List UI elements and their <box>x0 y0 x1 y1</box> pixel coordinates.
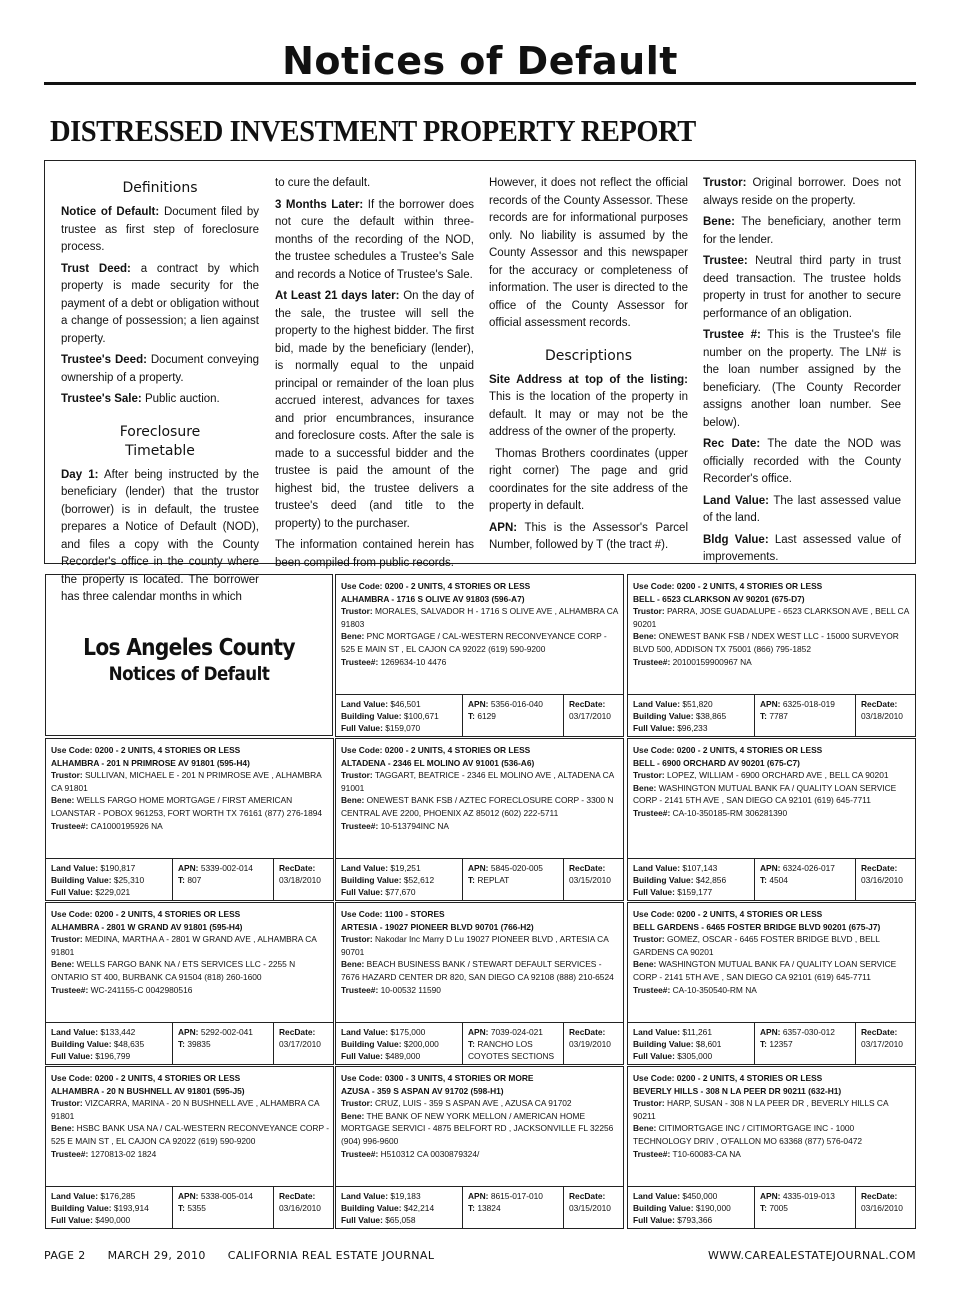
listing-card <box>627 1066 916 1229</box>
definition-notice-of-default: Notice of Default: Document filed by trustee as first step of foreclosure process. <box>61 206 260 253</box>
info-disclaimer-continued: However, it does not reflect the official records of the County Assessor. These records are for informational purposes only. No liability is assumed by the County Assessor and this newspaper for the accuracy or completeness of information. The user is directed to the office of the County Assessor for official assessment records. <box>489 177 688 329</box>
listing-use-code: Use Code: 0200 - 2 UNITS, 4 STORIES OR LESS <box>633 1073 823 1083</box>
listing-land-value: Land Value: $46,501 <box>341 699 421 709</box>
listing-full-value: Full Value: $490,000 <box>51 1215 131 1226</box>
listing-address: BELL GARDENS - 6465 FOSTER BRIDGE BLVD 90201 (675-J7) <box>633 921 881 932</box>
listing-bene: Bene: CITIMORTGAGE INC / CITIMORTGAGE INC - 1000 TECHNOLOGY DRIV , O'FALLON MO 63368 (877) 576-0472 <box>633 1123 863 1146</box>
listing-apn: APN: 5338-005-014 <box>178 1191 253 1201</box>
listing-recdate-label: RecDate: <box>279 863 316 873</box>
listing-use-code: Use Code: 0200 - 2 UNITS, 4 STORIES OR LESS <box>51 909 241 919</box>
website-link[interactable]: WWW.CAREALESTATEJOURNAL.COM <box>707 1249 916 1262</box>
listing-full-value: Full Value: $793,366 <box>633 1215 713 1226</box>
listing-building-value: Building Value: $48,635 <box>51 1039 145 1050</box>
listings-grid <box>44 572 916 1228</box>
listing-land-value: Land Value: $107,143 <box>633 863 718 873</box>
listing-use-code: Use Code: 0200 - 2 UNITS, 4 STORIES OR LESS <box>633 745 823 755</box>
listing-values <box>336 858 623 900</box>
listing-apn: APN: 4335-019-013 <box>760 1191 835 1201</box>
page-number: PAGE 2 <box>44 1249 86 1262</box>
listing-recdate-label: RecDate: <box>861 1027 898 1037</box>
page-title: Notices of Default <box>282 39 678 83</box>
listing-apn: APN: 5292-002-041 <box>178 1027 253 1037</box>
listing-building-value: Building Value: $190,000 <box>633 1203 731 1214</box>
masthead <box>44 38 916 85</box>
listing-recdate: 03/16/2010 <box>861 1203 903 1214</box>
listing-trustee: Trustee#: 10-00532 11590 <box>341 984 441 995</box>
listing-tract: T: 807 <box>178 875 202 886</box>
listing-land-value: Land Value: $176,285 <box>51 1191 136 1201</box>
definition-trust-deed: Trust Deed: a contract by which property is made security for the payment of a debt or obligation without a change of possession; a lien against property. <box>61 262 260 345</box>
listing-full-value: Full Value: $159,177 <box>633 887 713 898</box>
listing-address: AZUSA - 359 S ASPAN AV 91702 (598-H1) <box>341 1085 504 1096</box>
listing-address: ALHAMBRA - 201 N PRIMROSE AV 91801 (595-H4) <box>51 757 250 768</box>
listing-building-value: Building Value: $8,601 <box>633 1039 722 1050</box>
listing-values <box>628 1186 915 1228</box>
listing-tract: T: 39835 <box>178 1039 211 1050</box>
description-bldg-value: Bldg Value: Last assessed value of improvements. <box>703 533 901 563</box>
listing-values <box>46 1022 333 1064</box>
listing-tract: T: RANCHO LOS COYOTES SECTIONS <box>468 1039 555 1062</box>
listing-bene: Bene: PNC MORTGAGE / CAL-WESTERN RECONVEYANCE CORP - 525 E MAIN ST , EL CAJON CA 92022 (619) 590-9200 <box>341 631 607 654</box>
listing-trustor: Trustor: TAGGART, BEATRICE - 2346 EL MOLINO AVE , ALTADENA CA 91001 <box>341 770 614 793</box>
listing-address: BELL - 6523 CLARKSON AV 90201 (675-D7) <box>633 593 805 604</box>
listing-card <box>335 902 624 1065</box>
listing-recdate-label: RecDate: <box>569 863 606 873</box>
listing-trustor: Trustor: MEDINA, MARTHA A - 2801 W GRAND AVE , ALHAMBRA CA 91801 <box>51 934 317 957</box>
listing-recdate-label: RecDate: <box>861 699 898 709</box>
listing-address: ARTESIA - 19027 PIONEER BLVD 90701 (766-H2) <box>341 921 534 932</box>
definitions-column-4 <box>703 175 901 571</box>
listing-trustee: Trustee#: H510312 CA 0030879324/ <box>341 1148 480 1159</box>
county-subtitle: Notices of Default <box>108 663 270 685</box>
definitions-heading: Definitions <box>122 180 198 196</box>
listing-values <box>46 1186 333 1228</box>
description-rec-date: Rec Date: The date the NOD was officially recorded with the County Recorder's office. <box>703 438 901 485</box>
listing-values <box>336 1022 623 1064</box>
listing-building-value: Building Value: $52,612 <box>341 875 435 886</box>
page-footer <box>44 1249 916 1262</box>
listing-use-code: Use Code: 0200 - 2 UNITS, 4 STORIES OR LESS <box>633 581 823 591</box>
listing-use-code: Use Code: 1100 - STORES <box>341 909 445 919</box>
listing-full-value: Full Value: $77,670 <box>341 887 416 898</box>
listing-apn: APN: 6357-030-012 <box>760 1027 835 1037</box>
listing-tract: T: 6129 <box>468 711 496 722</box>
description-bene: Bene: The beneficiary, another term for the lender. <box>703 216 901 246</box>
listing-land-value: Land Value: $19,251 <box>341 863 421 873</box>
listing-tract: T: 7005 <box>760 1203 788 1214</box>
listing-address: ALHAMBRA - 2801 W GRAND AV 91801 (595-H4) <box>51 921 243 932</box>
listing-trustor: Trustor: VIZCARRA, MARINA - 20 N BUSHNELL AVE , ALHAMBRA CA 91801 <box>51 1098 320 1121</box>
listing-recdate: 03/18/2010 <box>861 711 903 722</box>
listing-land-value: Land Value: $190,817 <box>51 863 136 873</box>
listing-trustor: Trustor: SULLIVAN, MICHAEL E - 201 N PRIMROSE AVE , ALHAMBRA CA 91801 <box>51 770 322 793</box>
listing-full-value: Full Value: $65,058 <box>341 1215 416 1226</box>
listing-apn: APN: 5356-016-040 <box>468 699 543 709</box>
listing-address: ALHAMBRA - 20 N BUSHNELL AV 91801 (595-J5) <box>51 1085 245 1096</box>
publication-name: CALIFORNIA REAL ESTATE JOURNAL <box>227 1249 435 1262</box>
listing-bene: Bene: BEACH BUSINESS BANK / STEWART DEFAULT SERVICES - 7676 HAZARD CENTER DR 820, SAN DIEGO CA 92108 (888) 210-6524 <box>341 959 614 982</box>
listing-trustor: Trustor: CRUZ, LUIS - 359 S ASPAN AVE , AZUSA CA 91702 <box>341 1098 572 1109</box>
listing-card <box>627 738 916 901</box>
listing-recdate-label: RecDate: <box>861 1191 898 1201</box>
listing-building-value: Building Value: $100,671 <box>341 711 439 722</box>
listing-recdate: 03/15/2010 <box>569 875 611 886</box>
listing-values <box>336 694 623 736</box>
listing-bene: Bene: THE BANK OF NEW YORK MELLON / AMERICAN HOME MORTGAGE SERVICI - 4875 BELFORT RD , JACKSONVILLE FL 32256 (904) 996-9600 <box>341 1110 614 1146</box>
listing-trustee: Trustee#: 10-513794INC NA <box>341 820 450 831</box>
listing-card <box>335 574 624 737</box>
description-trustee-number: Trustee #: This is the Trustee's file number on the property. The LN# is the loan number assigned by the beneficiary. (The County Recorder assigns another loan number. See below). <box>703 329 901 429</box>
listing-values <box>46 858 333 900</box>
listing-recdate: 03/17/2010 <box>861 1039 903 1050</box>
listing-building-value: Building Value: $193,914 <box>51 1203 149 1214</box>
listing-card <box>335 1066 624 1229</box>
descriptions-heading: Descriptions <box>544 347 633 364</box>
listing-full-value: Full Value: $229,021 <box>51 887 131 898</box>
listing-trustee: Trustee#: 1270813-02 1824 <box>51 1148 157 1159</box>
listing-recdate: 03/17/2010 <box>279 1039 321 1050</box>
listing-building-value: Building Value: $25,310 <box>51 875 145 886</box>
listing-recdate-label: RecDate: <box>569 1191 606 1201</box>
issue-date: MARCH 29, 2010 <box>107 1249 206 1262</box>
listing-land-value: Land Value: $133,442 <box>51 1027 136 1037</box>
listing-use-code: Use Code: 0200 - 2 UNITS, 4 STORIES OR LESS <box>341 581 531 591</box>
listing-apn: APN: 5339-002-014 <box>178 863 253 873</box>
county-name: Los Angeles County <box>83 635 295 661</box>
listing-building-value: Building Value: $42,214 <box>341 1203 435 1214</box>
listing-values <box>628 694 915 736</box>
listing-tract: T: 13824 <box>468 1203 501 1214</box>
listing-land-value: Land Value: $11,261 <box>633 1027 712 1037</box>
listing-values <box>336 1186 623 1228</box>
listing-apn: APN: 5845-020-005 <box>468 863 543 873</box>
timetable-3-months: 3 Months Later: If the borrower does not cure the default within three-months of the recording of the NOD, the trustee schedules a Trustee's Sale and records a Notice of Trustee's Sale. <box>275 198 474 281</box>
timetable-day-1-continued: to cure the default. <box>275 177 371 189</box>
listing-tract: T: REPLAT <box>468 875 510 886</box>
listing-bene: Bene: ONEWEST BANK FSB / AZTEC FORECLOSURE CORP - 3300 N CENTRAL AVE 2200, PHOENIX AZ 85012 (602) 222-5711 <box>341 795 614 818</box>
description-apn: APN: This is the Assessor's Parcel Number, followed by T (the tract #). <box>489 521 688 551</box>
listing-tract: T: 12357 <box>760 1039 793 1050</box>
listing-card <box>45 1066 334 1229</box>
listing-trustee: Trustee#: WC-241155-C 0042980516 <box>51 984 193 995</box>
listing-values <box>628 858 915 900</box>
listing-trustee: Trustee#: CA-10-350540-RM NA <box>633 984 757 995</box>
listing-trustor: Trustor: GOMEZ, OSCAR - 6465 FOSTER BRIDGE BLVD , BELL GARDENS CA 90201 <box>633 934 880 957</box>
listing-values <box>628 1022 915 1064</box>
listing-bene: Bene: WASHINGTON MUTUAL BANK FA / QUALITY LOAN SERVICE CORP - 2141 5TH AVE , SAN DIEGO CA 92101 (619) 645-7711 <box>633 959 897 982</box>
listing-building-value: Building Value: $42,856 <box>633 875 727 886</box>
listing-land-value: Land Value: $51,820 <box>633 699 713 709</box>
listing-recdate: 03/15/2010 <box>569 1203 611 1214</box>
description-site-address: Site Address at top of the listing: This is the location of the property in default. It may or may not be the address of the owner of the property. <box>489 373 688 438</box>
listing-recdate-label: RecDate: <box>279 1027 316 1037</box>
listing-trustee: Trustee#: CA1000195926 NA <box>51 820 163 831</box>
timetable-day-1: Day 1: After being instructed by the beneficiary (lender) that the trustor (borrower) is in default, the trustee prepares a Notice of Default (NOD), and files a copy with the County Recorder's office in the county where the property is located. The borrower has three calendar months in which <box>61 468 259 603</box>
listing-recdate: 03/16/2010 <box>279 1203 321 1214</box>
listing-trustor: Trustor: HARP, SUSAN - 308 N LA PEER DR , BEVERLY HILLS CA 90211 <box>633 1098 889 1121</box>
definition-trustees-sale: Trustee's Sale: Public auction. <box>61 393 220 405</box>
listing-apn: APN: 6325-018-019 <box>760 699 835 709</box>
listing-card <box>627 902 916 1065</box>
listing-bene: Bene: WELLS FARGO HOME MORTGAGE / FIRST AMERICAN LOANSTAR - POBOX 961253, FORT WORTH TX 76161 (877) 276-1894 <box>51 795 323 818</box>
listing-recdate: 03/17/2010 <box>569 711 611 722</box>
listing-building-value: Building Value: $200,000 <box>341 1039 439 1050</box>
listing-land-value: Land Value: $175,000 <box>341 1027 426 1037</box>
listing-full-value: Full Value: $196,799 <box>51 1051 131 1062</box>
listing-bene: Bene: WASHINGTON MUTUAL BANK FA / QUALITY LOAN SERVICE CORP - 2141 5TH AVE , SAN DIEGO CA 92101 (619) 645-7711 <box>633 782 897 806</box>
listing-full-value: Full Value: $96,233 <box>633 723 708 734</box>
listing-trustee: Trustee#: T10-60083-CA NA <box>633 1148 741 1159</box>
listing-use-code: Use Code: 0200 - 2 UNITS, 4 STORIES OR LESS <box>633 909 823 919</box>
listing-card <box>335 738 624 901</box>
listing-bene: Bene: ONEWEST BANK FSB / NDEX WEST LLC - 15000 SURVEYOR BLVD 500, ADDISON TX 75001 (866) 795-1852 <box>633 631 899 654</box>
listing-recdate: 03/18/2010 <box>279 875 321 886</box>
listing-trustor: Trustor: PARRA, JOSE GUADALUPE - 6523 CLARKSON AVE , BELL CA 90201 <box>633 606 909 629</box>
listing-trustor: Trustor: Nakodar Inc Marry D Lu 19027 PIONEER BLVD , ARTESIA CA 90701 <box>341 934 609 957</box>
listing-card <box>45 902 334 1065</box>
listing-tract: T: 7787 <box>760 711 788 722</box>
listing-full-value: Full Value: $305,000 <box>633 1051 713 1062</box>
listing-card <box>45 738 334 901</box>
listing-trustor: Trustor: LOPEZ, WILLIAM - 6900 ORCHARD AVE , BELL CA 90201 <box>633 770 889 781</box>
listing-recdate-label: RecDate: <box>279 1191 316 1201</box>
listing-land-value: Land Value: $19,183 <box>341 1191 421 1201</box>
listing-land-value: Land Value: $450,000 <box>633 1191 718 1201</box>
description-trustor: Trustor: Original borrower. Does not always reside on the property. <box>703 177 902 207</box>
definitions-column-2 <box>275 175 474 576</box>
listing-use-code: Use Code: 0200 - 2 UNITS, 4 STORIES OR LESS <box>51 1073 241 1083</box>
listing-apn: APN: 6324-026-017 <box>760 863 835 873</box>
listing-address: BELL - 6900 ORCHARD AV 90201 (675-C7) <box>633 757 800 768</box>
timetable-21-days: At Least 21 days later: On the day of the sale, the trustee will sell the property to the highest bidder. The first bid, made by the beneficiary (lender), is normally equal to the unpaid principal or remainder of the loan plus accrued interest, advances for taxes and prior encumbrances, insurance and foreclosure costs. After the sale is made to a successful bidder and the trustee is paid the amount of the highest bid, the trustee delivers a trustee's deed (and title to the property) to the purchaser. <box>275 290 474 530</box>
listing-apn: APN: 7039-024-021 <box>468 1027 543 1037</box>
listing-recdate-label: RecDate: <box>569 699 606 709</box>
listing-recdate-label: RecDate: <box>861 863 898 873</box>
listing-use-code: Use Code: 0300 - 3 UNITS, 4 STORIES OR MORE <box>341 1073 534 1083</box>
listing-address: BEVERLY HILLS - 308 N LA PEER DR 90211 (632-H1) <box>633 1085 842 1096</box>
listing-recdate: 03/16/2010 <box>861 875 903 886</box>
listing-trustee: Trustee#: 20100159900967 NA <box>633 656 752 667</box>
listing-use-code: Use Code: 0200 - 2 UNITS, 4 STORIES OR LESS <box>51 745 241 755</box>
description-trustee: Trustee: Neutral third party in trust deed transaction. The trustee holds property in trust for another to secure performance of an obligation. <box>703 255 901 320</box>
report-title: DISTRESSED INVESTMENT PROPERTY REPORT <box>50 113 696 148</box>
listing-tract: T: 5355 <box>178 1203 206 1214</box>
listing-building-value: Building Value: $38,865 <box>633 711 727 722</box>
listing-recdate-label: RecDate: <box>569 1027 606 1037</box>
listing-recdate: 03/19/2010 <box>569 1039 611 1050</box>
listing-apn: APN: 8615-017-010 <box>468 1191 543 1201</box>
listing-full-value: Full Value: $159,070 <box>341 723 421 734</box>
listing-card <box>627 574 916 737</box>
listing-trustor: Trustor: MORALES, SALVADOR H - 1716 S OLIVE AVE , ALHAMBRA CA 91803 <box>341 606 618 629</box>
timetable-heading: Foreclosure Timetable <box>119 423 201 459</box>
listing-trustee: Trustee#: CA-10-350185-RM 306281390 <box>633 807 788 818</box>
listing-address: ALTADENA - 2346 EL MOLINO AV 91001 (536-A6) <box>341 757 535 768</box>
county-header <box>45 574 333 736</box>
listing-tract: T: 4504 <box>760 875 788 886</box>
listing-bene: Bene: HSBC BANK USA NA / CAL-WESTERN RECONVEYANCE CORP - 525 E MAIN ST , EL CAJON CA 92022 (619) 590-9200 <box>51 1123 329 1146</box>
info-disclaimer: The information contained herein has been compiled from public records. <box>275 539 474 569</box>
description-land-value: Land Value: The last assessed value of the land. <box>703 494 901 524</box>
listing-full-value: Full Value: $489,000 <box>341 1051 421 1062</box>
listing-use-code: Use Code: 0200 - 2 UNITS, 4 STORIES OR LESS <box>341 745 531 755</box>
listing-address: ALHAMBRA - 1716 S OLIVE AV 91803 (596-A7) <box>341 593 525 604</box>
listing-bene: Bene: WELLS FARGO BANK NA / ETS SERVICES LLC - 2255 N ONTARIO ST 400, BURBANK CA 91504 (818) 260-1600 <box>51 959 296 982</box>
definitions-column-1 <box>61 175 259 611</box>
definitions-column-3 <box>489 175 688 559</box>
definition-trustees-deed: Trustee's Deed: Document conveying ownership of a property. <box>61 354 259 384</box>
description-thomas-brothers: Thomas Brothers coordinates (upper right corner) The page and grid coordinates for the site address of the property in default. <box>489 447 688 512</box>
listing-trustee: Trustee#: 1269634-10 4476 <box>341 656 447 667</box>
